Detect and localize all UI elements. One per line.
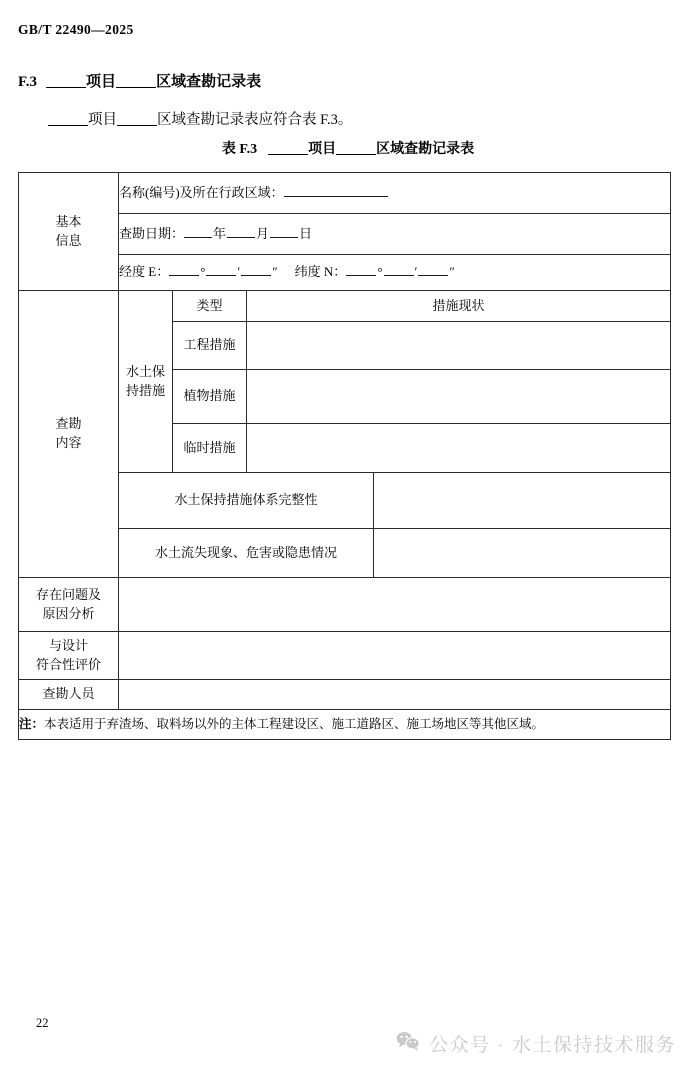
paragraph-part2: 区域查勘记录表应符合表 F.3。	[157, 112, 353, 128]
clause-title-part2: 区域查勘记录表	[156, 73, 262, 90]
design-conformity-input[interactable]	[119, 632, 671, 680]
measure-type-temporary: 临时措施	[173, 424, 247, 473]
survey-record-form-table	[18, 172, 671, 740]
table-row	[19, 710, 671, 740]
survey-date-month-blank[interactable]	[227, 237, 255, 238]
unit-degree-lat: °	[377, 264, 383, 280]
table-caption-label: 表 F.3	[221, 142, 258, 157]
table-row	[19, 173, 671, 214]
measure-system-integrity-input[interactable]	[374, 473, 671, 529]
latitude-minute-blank[interactable]	[384, 275, 414, 276]
longitude-degree-blank[interactable]	[169, 275, 199, 276]
unit-day: 日	[299, 225, 313, 241]
paragraph-blank-1	[48, 125, 88, 126]
unit-year: 年	[213, 225, 227, 241]
column-header-measure-status: 措施现状	[247, 291, 671, 322]
row-label-survey-content	[19, 291, 119, 578]
row-label-design-conformity	[19, 632, 119, 680]
longitude-label: 经度 E：	[119, 264, 170, 280]
measure-status-vegetation-input[interactable]	[247, 370, 671, 424]
clause-blank-1	[46, 87, 86, 88]
field-name-and-region-label: 名称(编号)及所在行政区域：	[119, 184, 284, 200]
measure-status-engineering-input[interactable]	[247, 322, 671, 370]
table-note-lead: 注：	[19, 717, 45, 732]
clause-title-part1: 项目	[86, 73, 117, 90]
table-note	[19, 710, 671, 740]
table-note-text: 本表适用于弃渣场、取料场以外的主体工程建设区、施工道路区、施工场地区等其他区域。	[44, 717, 545, 732]
survey-date-label: 查勘日期：	[119, 225, 185, 241]
table-row	[19, 680, 671, 710]
row-label-measures-group	[119, 291, 173, 473]
clause-blank-2	[116, 87, 156, 88]
unit-degree-lon: °	[200, 264, 206, 280]
surveyors-input[interactable]	[119, 680, 671, 710]
table-row	[19, 291, 671, 322]
table-row	[19, 632, 671, 680]
row-label-measure-system-integrity: 水土保持措施体系完整性	[119, 473, 374, 529]
table-caption-part2: 区域查勘记录表	[376, 140, 475, 156]
row-label-erosion-hazard: 水土流失现象、危害或隐患情况	[119, 529, 374, 578]
table-caption	[0, 138, 696, 158]
clause-heading	[18, 70, 261, 91]
basic-info-label-line2: 信息	[55, 232, 82, 248]
page-number: 22	[36, 1016, 49, 1030]
design-conformity-label-line1: 与设计	[48, 637, 88, 653]
field-name-and-region-blank[interactable]	[284, 196, 388, 197]
row-label-basic-info	[19, 173, 119, 291]
watermark	[396, 1030, 676, 1057]
measure-type-engineering: 工程措施	[173, 322, 247, 370]
measure-status-temporary-input[interactable]	[247, 424, 671, 473]
measures-group-label-line1: 水土保	[125, 363, 165, 379]
table-row	[19, 578, 671, 632]
longitude-second-blank[interactable]	[241, 275, 271, 276]
survey-content-label-line2: 内容	[55, 435, 82, 450]
survey-date-year-blank[interactable]	[184, 237, 212, 238]
row-label-surveyors	[19, 680, 119, 710]
unit-minute-lon: ′	[237, 264, 241, 280]
paragraph-blank-2	[117, 125, 157, 126]
design-conformity-label-line2: 符合性评价	[35, 656, 101, 672]
watermark-text: 公众号 · 水土保持技术服务	[429, 1035, 676, 1056]
surveyors-label: 查勘人员	[42, 686, 95, 702]
field-survey-date[interactable]	[119, 214, 671, 255]
problems-label-line2: 原因分析	[42, 605, 95, 621]
clause-paragraph	[48, 108, 352, 129]
measure-type-vegetation: 植物措施	[173, 370, 247, 424]
survey-date-day-blank[interactable]	[270, 237, 298, 238]
unit-second-lat: ″	[449, 264, 455, 280]
survey-content-label-line1: 查勘	[55, 416, 82, 432]
problems-and-causes-input[interactable]	[119, 578, 671, 632]
unit-second-lon: ″	[272, 264, 278, 280]
latitude-degree-blank[interactable]	[346, 275, 376, 276]
column-header-type: 类型	[173, 291, 247, 322]
row-label-problems-and-causes	[19, 578, 119, 632]
caption-blank-1	[268, 154, 308, 155]
document-standard-code: GB/T 22490—2025	[18, 22, 134, 37]
field-name-and-region[interactable]	[119, 173, 671, 214]
measures-group-label-line2: 持措施	[125, 382, 165, 398]
unit-minute-lat: ′	[414, 264, 418, 280]
paragraph-part1: 项目	[88, 112, 117, 128]
wechat-icon	[396, 1031, 420, 1057]
longitude-minute-blank[interactable]	[206, 275, 236, 276]
caption-blank-2	[336, 154, 376, 155]
table-caption-part1: 项目	[308, 140, 337, 156]
latitude-second-blank[interactable]	[418, 275, 448, 276]
erosion-hazard-input[interactable]	[374, 529, 671, 578]
basic-info-label-line1: 基本	[55, 213, 82, 229]
clause-number: F.3	[18, 74, 38, 90]
latitude-label: 纬度 N：	[294, 264, 347, 280]
unit-month: 月	[256, 225, 270, 241]
field-coordinates[interactable]	[119, 255, 671, 291]
problems-label-line1: 存在问题及	[35, 586, 101, 602]
